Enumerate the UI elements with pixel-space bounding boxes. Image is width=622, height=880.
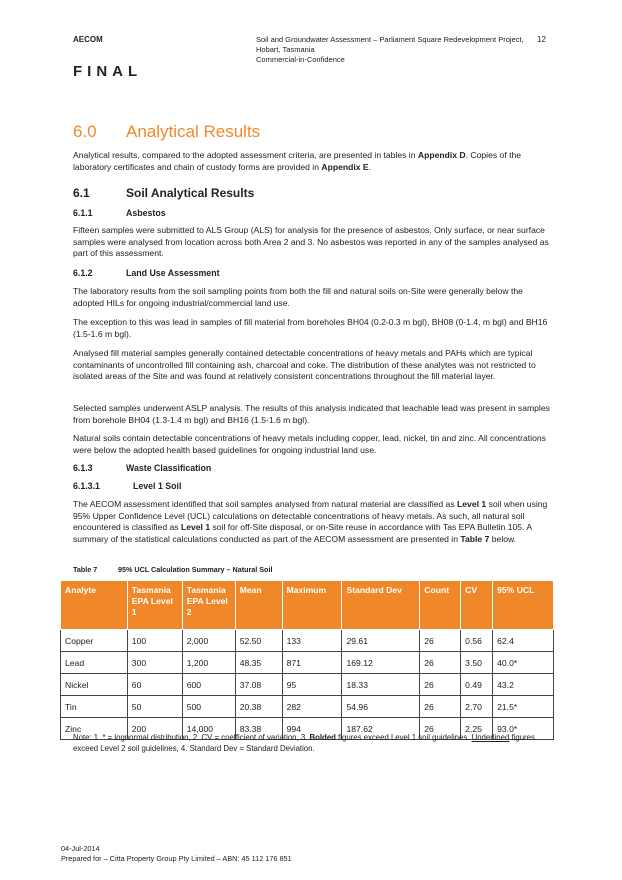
level1-text-3: soil for off-Site disposal, or on-Site reuse in accordance with Tas EPA Bulletin 105. A summary of the statistical calculations conducted as part of the AECOM assessment are presented in [73,522,532,544]
level1-bold-2: Level 1 [180,522,211,532]
table-cell: 40.0* [493,652,554,674]
heading-6-1-1 [73,208,166,218]
table-row [61,652,554,674]
table-caption-number: Table 7 [73,565,98,574]
intro-text-3: . [368,161,372,172]
page-number: 12 [537,35,546,44]
column-header: CV [461,581,493,630]
level1-text-4: below. [489,533,517,544]
table-cell: 200 [127,718,182,740]
table-cell: 54.96 [342,696,420,718]
table-cell: 26 [420,696,461,718]
column-header: Maximum [282,581,342,630]
section-title: Analytical Results [126,122,261,141]
column-header: Standard Dev [342,581,420,630]
project-line-2: Hobart, Tasmania [256,45,315,54]
table-cell: 60 [127,674,182,696]
table-cell: 0.49 [461,674,493,696]
note-underlined: Underlined [471,733,510,742]
level1-text-2: soil when using 95% Upper Confidence Level (UCL) calculations on detectable concentrations of heavy metals. As such, all natural soil encountered is classified as [73,499,548,532]
table-cell: 2.70 [461,696,493,718]
table-cell: 93.0* [493,718,554,740]
appendix-e-ref: Appendix E [321,161,369,172]
table-cell: 3.50 [461,652,493,674]
table-cell: 26 [420,630,461,652]
table-cell: 83.38 [235,718,282,740]
table-header-row [61,581,554,630]
land-use-paragraph-3: Analysed fill material samples generally contained detectable concentrations of heavy metals and PAHs which are typical contaminants of uncontrolled fill containing ash, charcoal and coke. The distribution of these analytes was not restricted to isolated areas of the Site and was found at relatively consistent concentrations throughout the fill material layer. [73,348,536,381]
section-number: 6.0 [73,122,97,141]
table-cell: 169.12 [342,652,420,674]
table-caption [73,565,272,574]
company-name: AECOM [73,35,103,44]
heading-number: 6.1.3 [73,463,93,473]
page-footer [61,844,292,864]
table-cell: Lead [61,652,128,674]
subsection-title: Soil Analytical Results [126,186,255,200]
land-use-paragraph-2: The exception to this was lead in samples of fill material from boreholes BH04 (0.2-0.3 m bgl), BH08 (0-1.4, m bgl) and BH16 (1.5-1.6 m bgl). [73,317,548,339]
table-cell: 0.56 [461,630,493,652]
table-cell: 187.62 [342,718,420,740]
column-header: Tasmania EPA Level 1 [127,581,182,630]
heading-6-1-2 [73,268,220,278]
project-line-3: Commercial-in-Confidence [256,55,345,64]
table-cell: 2.25 [461,718,493,740]
level1-paragraph [73,499,551,545]
note-text-2: figures exceed Level 1 soil guidelines. [335,733,472,742]
table-cell: 100 [127,630,182,652]
ucl-summary-table [60,580,554,740]
table-cell: 282 [282,696,342,718]
table-caption-title: 95% UCL Calculation Summary – Natural Soil [118,565,273,574]
table-cell: 52.50 [235,630,282,652]
table-cell: 2,000 [182,630,235,652]
land-use-paragraph-5: Natural soils contain detectable concentrations of heavy metals including copper, lead, nickel, tin and zinc. All concentrations were below the adopted health based guidelines for ongoing industrial land use. [73,433,546,455]
intro-paragraph [73,150,551,173]
column-header: Count [420,581,461,630]
table-cell: Copper [61,630,128,652]
table-cell: 500 [182,696,235,718]
level1-bold-1: Level 1 [457,499,487,509]
subsection-heading-6-1 [73,186,254,200]
asbestos-paragraph: Fifteen samples were submitted to ALS Group (ALS) for analysis for the presence of asbestos. Only surface, or near surface samples were analysed from location across both Area 2 and 3. No asbestos was reported in any of the samples analysed as part of this assessment. [73,225,549,258]
table-cell: 871 [282,652,342,674]
note-text-3: figures exceed Level 2 soil guidelines, 4. Standard Dev = Standard Deviation. [73,733,535,753]
table-cell: 21.5* [493,696,554,718]
project-line-1: Soil and Groundwater Assessment – Parliament Square Redevelopment Project, [256,35,524,44]
intro-text-1: Analytical results, compared to the adopted assessment criteria, are presented in tables in [73,150,418,160]
table-cell: 994 [282,718,342,740]
table-row [61,674,554,696]
table-7-ref: Table 7 [460,533,490,544]
footer-prepared-for: Prepared for – Citta Property Group Pty Limited – ABN: 45 112 176 851 [61,854,292,863]
column-header: 95% UCL [493,581,554,630]
table-cell: 20.38 [235,696,282,718]
heading-6-1-3-1 [73,481,181,491]
table-note [73,733,551,754]
heading-title: Waste Classification [126,463,212,473]
column-header: Tasmania EPA Level 2 [182,581,235,630]
table-cell: 600 [182,674,235,696]
table-cell: 300 [127,652,182,674]
table-cell: 50 [127,696,182,718]
table-cell: 62.4 [493,630,554,652]
section-heading [73,122,260,142]
table-cell: 37.08 [235,674,282,696]
table-cell: Tin [61,696,128,718]
heading-title: Level 1 Soil [133,481,182,491]
heading-6-1-3 [73,463,211,473]
table-cell: 1,200 [182,652,235,674]
footer-date: 04-Jul-2014 [61,844,100,853]
table-cell: Nickel [61,674,128,696]
table-cell: Zinc [61,718,128,740]
table-row [61,630,554,652]
table-cell: 95 [282,674,342,696]
document-status: FINAL [73,63,143,80]
table-cell: 18.33 [342,674,420,696]
table-cell: 43.2 [493,674,554,696]
heading-number: 6.1.3.1 [73,481,100,491]
intro-text-2: . Copies of the laboratory certificates and chain of custody forms are provided in [73,150,522,172]
table-row [61,696,554,718]
column-header: Analyte [61,581,128,630]
note-text-1: Note: 1. * = lognormal distribution, 2. CV = coefficient of variation, 3. [73,733,310,742]
table-cell: 48.35 [235,652,282,674]
table-cell: 26 [420,674,461,696]
column-header: Mean [235,581,282,630]
table-cell: 133 [282,630,342,652]
heading-title: Land Use Assessment [126,268,220,278]
table-cell: 14,000 [182,718,235,740]
table-cell: 29.61 [342,630,420,652]
subsection-number: 6.1 [73,186,90,200]
heading-number: 6.1.1 [73,208,93,218]
table-cell: 26 [420,652,461,674]
level1-text-1: The AECOM assessment identified that soil samples analysed from natural material are classified as [73,499,458,509]
project-header [256,35,526,65]
land-use-paragraph-1: The laboratory results from the soil sampling points from both the fill and natural soils on-Site were generally below the adopted HILs for ongoing industrial/commercial land use. [73,286,523,308]
table-cell: 26 [420,718,461,740]
heading-number: 6.1.2 [73,268,93,278]
land-use-paragraph-4: Selected samples underwent ASLP analysis. The results of this analysis indicated that leachable lead was present in samples from borehole BH04 (1.3-1.4 m bgl) and BH16 (1.5-1.6 m bgl). [73,403,550,425]
appendix-d-ref: Appendix D [417,150,466,160]
heading-title: Asbestos [126,208,166,218]
note-bold: Bolded [309,733,336,742]
